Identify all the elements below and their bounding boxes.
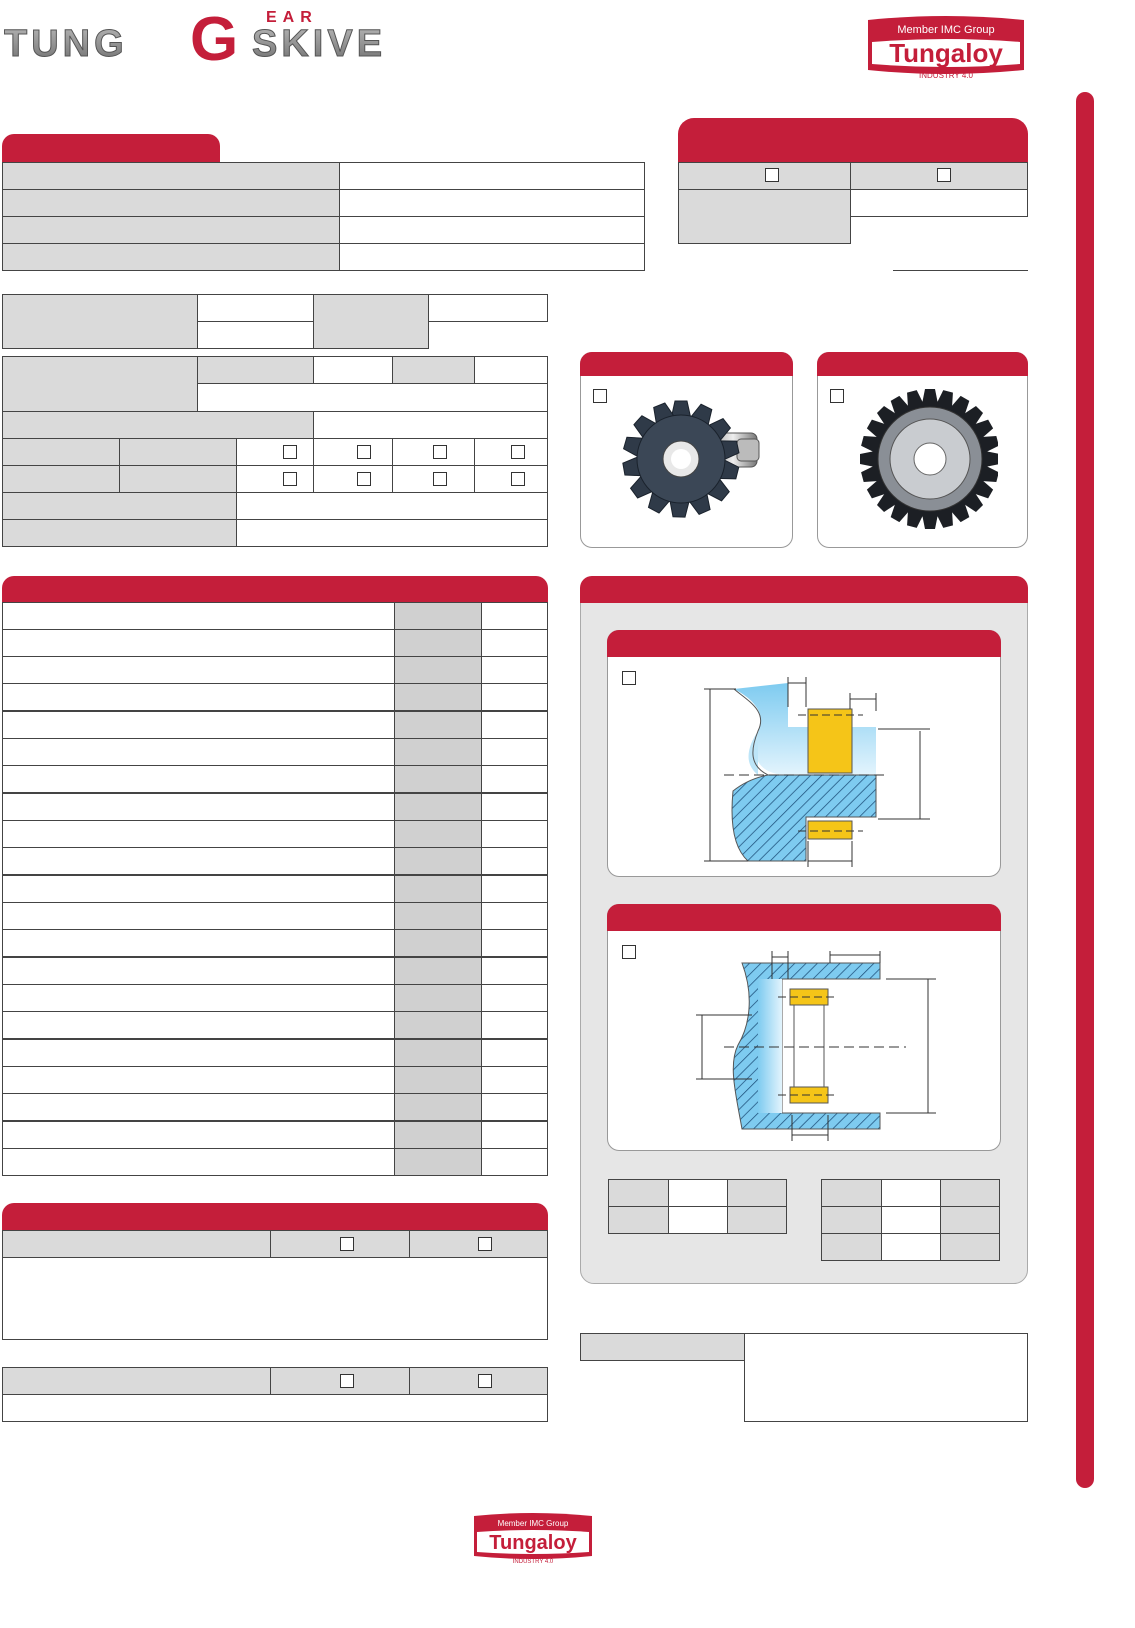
conditions-row-8-unit [394, 793, 482, 821]
conditions-row-5-unit [394, 711, 482, 739]
conditions-row-7-label [2, 765, 395, 793]
gear-spec-sublabel-f [119, 465, 237, 493]
tungaloy-footer-logo-graphic [470, 1510, 596, 1566]
conditions-row-17-unit [394, 1039, 482, 1067]
signature-line [893, 270, 1028, 271]
options-row-2-field[interactable] [2, 1394, 548, 1422]
conditions-row-16-unit [394, 1011, 482, 1039]
tool-type-disc-checkbox[interactable] [830, 389, 844, 403]
conditions-row-11-value[interactable] [481, 875, 548, 903]
shank-skiving-cutter-image [617, 389, 767, 529]
tool-type-panel-disc-header [817, 352, 1028, 376]
dim-table-a-r1c3 [727, 1179, 787, 1207]
conditions-row-12-unit [394, 902, 482, 930]
internal-gear-checkbox[interactable] [622, 945, 636, 959]
dim-table-a-r1c1 [608, 1179, 669, 1207]
gear-spec-checkbox-e4[interactable] [511, 445, 525, 459]
external-gear-checkbox[interactable] [622, 671, 636, 685]
conditions-row-6-label [2, 738, 395, 766]
tool-type-panel-disc [817, 352, 1028, 548]
conditions-row-17-label [2, 1039, 395, 1067]
conditions-row-2-unit [394, 629, 482, 657]
conditions-row-9-label [2, 820, 395, 848]
footer-main-text: Tungaloy [489, 1532, 577, 1554]
dim-table-b-r1c1 [821, 1179, 882, 1207]
conditions-row-13-unit [394, 929, 482, 957]
gear-spec-option-f2 [313, 465, 393, 493]
conditions-row-15-value[interactable] [481, 984, 548, 1012]
conditions-row-14-value[interactable] [481, 957, 548, 985]
remarks-field[interactable] [744, 1333, 1028, 1422]
conditions-row-5-label [2, 711, 395, 739]
gear-spec-checkbox-e3[interactable] [433, 445, 447, 459]
tungaloy-member-text: Member IMC Group [897, 24, 995, 36]
gear-spec-checkbox-e2[interactable] [357, 445, 371, 459]
gear-spec-checkbox-f4[interactable] [511, 472, 525, 486]
request-date-field[interactable] [850, 189, 1028, 217]
customer-label-1 [2, 162, 340, 190]
conditions-row-10-label [2, 847, 395, 875]
request-type-option-1 [678, 162, 851, 190]
gear-spec-option-f1 [236, 465, 314, 493]
logo-text-tung: TUNG [4, 23, 128, 65]
tungaloy-logo-graphic [862, 12, 1030, 84]
conditions-row-9-value[interactable] [481, 820, 548, 848]
conditions-row-13-label [2, 929, 395, 957]
options-row-1-no-checkbox[interactable] [478, 1237, 492, 1251]
request-type-option-2 [850, 162, 1028, 190]
options-row-2-yes [270, 1367, 410, 1395]
conditions-row-21-label [2, 1148, 395, 1176]
dim-table-a-r2c3 [727, 1206, 787, 1234]
internal-gear-panel [607, 904, 1001, 1151]
conditions-section-header [2, 576, 548, 603]
customer-field-3[interactable] [339, 216, 645, 244]
options-row-1-yes-checkbox[interactable] [340, 1237, 354, 1251]
gear-spec-label-g [2, 492, 237, 520]
gear-spec-option-f4 [474, 465, 548, 493]
external-gear-panel [607, 630, 1001, 877]
conditions-row-1-label [2, 602, 395, 630]
dim-table-a-r2c2[interactable] [668, 1206, 728, 1234]
conditions-row-6-unit [394, 738, 482, 766]
gear-spec-checkbox-e1[interactable] [283, 445, 297, 459]
conditions-row-1-value[interactable] [481, 602, 548, 630]
customer-label-2 [2, 189, 340, 217]
external-gear-diagram [688, 671, 988, 871]
dim-table-b-r3c3 [940, 1233, 1000, 1261]
conditions-row-4-value[interactable] [481, 683, 548, 711]
logo-text-g: G [190, 6, 239, 66]
gear-spec-label-h [2, 519, 237, 547]
options-row-1-no [409, 1230, 548, 1258]
conditions-row-19-label [2, 1093, 395, 1121]
conditions-row-4-label [2, 683, 395, 711]
tungaloy-sub-text: INDUSTRY 4.0 [919, 71, 973, 80]
drawing-section-header [580, 576, 1028, 603]
conditions-row-11-label [2, 875, 395, 903]
options-row-1-yes [270, 1230, 410, 1258]
options-row-2-no-checkbox[interactable] [478, 1374, 492, 1388]
conditions-row-17-value[interactable] [481, 1039, 548, 1067]
conditions-row-1-unit [394, 602, 482, 630]
gear-spec-field-c2[interactable] [474, 356, 548, 384]
options-row-2-no [409, 1367, 548, 1395]
conditions-row-16-label [2, 1011, 395, 1039]
customer-section-header [2, 134, 220, 162]
internal-gear-diagram [688, 945, 988, 1145]
logo-text-ear: EAR [266, 9, 318, 26]
side-accent-bar [1076, 92, 1094, 1488]
tungaloy-logo-top [862, 12, 1030, 84]
dim-table-a-r2c1 [608, 1206, 669, 1234]
options-section-header [2, 1203, 548, 1231]
conditions-row-21-value[interactable] [481, 1148, 548, 1176]
dim-table-b-r2c1 [821, 1206, 882, 1234]
conditions-row-12-label [2, 902, 395, 930]
dim-table-b-r3c2[interactable] [881, 1233, 941, 1261]
request-date-label [678, 189, 851, 244]
request-type-checkbox-1[interactable] [765, 168, 779, 182]
gear-spec-field-a2[interactable] [197, 321, 314, 349]
customer-field-1[interactable] [339, 162, 645, 190]
tool-type-shank-checkbox[interactable] [593, 389, 607, 403]
tool-type-panel-shank [580, 352, 793, 548]
internal-gear-panel-header [607, 904, 1001, 931]
conditions-row-6-value[interactable] [481, 738, 548, 766]
conditions-row-11-unit [394, 875, 482, 903]
conditions-row-19-unit [394, 1093, 482, 1121]
gear-spec-checkbox-f3[interactable] [433, 472, 447, 486]
conditions-row-9-unit [394, 820, 482, 848]
gear-spec-field-d[interactable] [313, 411, 548, 439]
conditions-row-16-value[interactable] [481, 1011, 548, 1039]
gear-spec-checkbox-f2[interactable] [357, 472, 371, 486]
conditions-row-15-label [2, 984, 395, 1012]
gear-spec-checkbox-f1[interactable] [283, 472, 297, 486]
gear-spec-label-e [2, 438, 120, 466]
logo-text-skive: SKIVE [252, 23, 387, 65]
conditions-row-5-value[interactable] [481, 711, 548, 739]
tungaloy-main-text: Tungaloy [889, 38, 1003, 68]
disc-skiving-cutter-image [858, 383, 998, 533]
dim-table-b-r1c2[interactable] [881, 1179, 941, 1207]
dim-table-b-r3c1 [821, 1233, 882, 1261]
gear-spec-sublabel-e [119, 438, 237, 466]
conditions-row-7-unit [394, 765, 482, 793]
footer-sub-text: INDUSTRY 4.0 [512, 1559, 554, 1565]
gear-spec-field-a1[interactable] [197, 294, 314, 322]
conditions-row-8-label [2, 793, 395, 821]
options-comment-area[interactable] [2, 1257, 548, 1340]
gear-spec-label-c [2, 356, 198, 412]
conditions-row-20-label [2, 1121, 395, 1149]
tool-type-panel-shank-header [580, 352, 793, 376]
gear-spec-label-f [2, 465, 120, 493]
conditions-row-10-unit [394, 847, 482, 875]
options-row-2-yes-checkbox[interactable] [340, 1374, 354, 1388]
conditions-row-10-value[interactable] [481, 847, 548, 875]
request-type-checkbox-2[interactable] [937, 168, 951, 182]
conditions-row-12-value[interactable] [481, 902, 548, 930]
conditions-row-20-value[interactable] [481, 1121, 548, 1149]
gear-spec-subcell-c2 [392, 356, 475, 384]
dim-table-b-r2c3 [940, 1206, 1000, 1234]
conditions-row-20-unit [394, 1121, 482, 1149]
request-type-header [678, 118, 1028, 162]
options-row-1-label [2, 1230, 271, 1258]
conditions-row-18-label [2, 1066, 395, 1094]
conditions-row-13-value[interactable] [481, 929, 548, 957]
gear-spec-field-c3[interactable] [197, 383, 548, 412]
remarks-label [580, 1333, 745, 1361]
tunggearskive-logo-graphic [4, 6, 484, 66]
gear-spec-option-f3 [392, 465, 475, 493]
customer-field-2[interactable] [339, 189, 645, 217]
conditions-row-3-label [2, 656, 395, 684]
gear-spec-field-c1[interactable] [313, 356, 393, 384]
dim-table-a-r1c2[interactable] [668, 1179, 728, 1207]
conditions-row-14-label [2, 957, 395, 985]
options-row-2-label [2, 1367, 271, 1395]
gear-spec-field-g[interactable] [236, 492, 548, 520]
conditions-row-2-label [2, 629, 395, 657]
gear-spec-label-a [2, 294, 198, 349]
gear-spec-option-e2 [313, 438, 393, 466]
gear-spec-option-e3 [392, 438, 475, 466]
conditions-row-4-unit [394, 683, 482, 711]
conditions-row-18-unit [394, 1066, 482, 1094]
tungaloy-logo-footer [470, 1510, 596, 1566]
conditions-row-7-value[interactable] [481, 765, 548, 793]
dim-table-b-r1c3 [940, 1179, 1000, 1207]
gear-spec-field-b1[interactable] [428, 294, 548, 322]
footer-member-text: Member IMC Group [497, 1519, 569, 1528]
conditions-row-3-unit [394, 656, 482, 684]
dim-table-b-r2c2[interactable] [881, 1206, 941, 1234]
external-gear-panel-header [607, 630, 1001, 657]
conditions-row-14-unit [394, 957, 482, 985]
gear-spec-label-d [2, 411, 314, 439]
conditions-row-18-value[interactable] [481, 1066, 548, 1094]
gear-spec-option-e4 [474, 438, 548, 466]
gear-spec-subcell-c1 [197, 356, 314, 384]
conditions-row-15-unit [394, 984, 482, 1012]
gear-spec-label-b [313, 294, 429, 349]
conditions-row-21-unit [394, 1148, 482, 1176]
customer-label-4 [2, 243, 340, 271]
conditions-row-3-value[interactable] [481, 656, 548, 684]
conditions-row-19-value[interactable] [481, 1093, 548, 1121]
gear-spec-field-h[interactable] [236, 519, 548, 547]
gear-spec-option-e1 [236, 438, 314, 466]
conditions-row-8-value[interactable] [481, 793, 548, 821]
conditions-row-2-value[interactable] [481, 629, 548, 657]
customer-label-3 [2, 216, 340, 244]
customer-field-4[interactable] [339, 243, 645, 271]
brand-logo-tunggearskive [4, 6, 484, 66]
